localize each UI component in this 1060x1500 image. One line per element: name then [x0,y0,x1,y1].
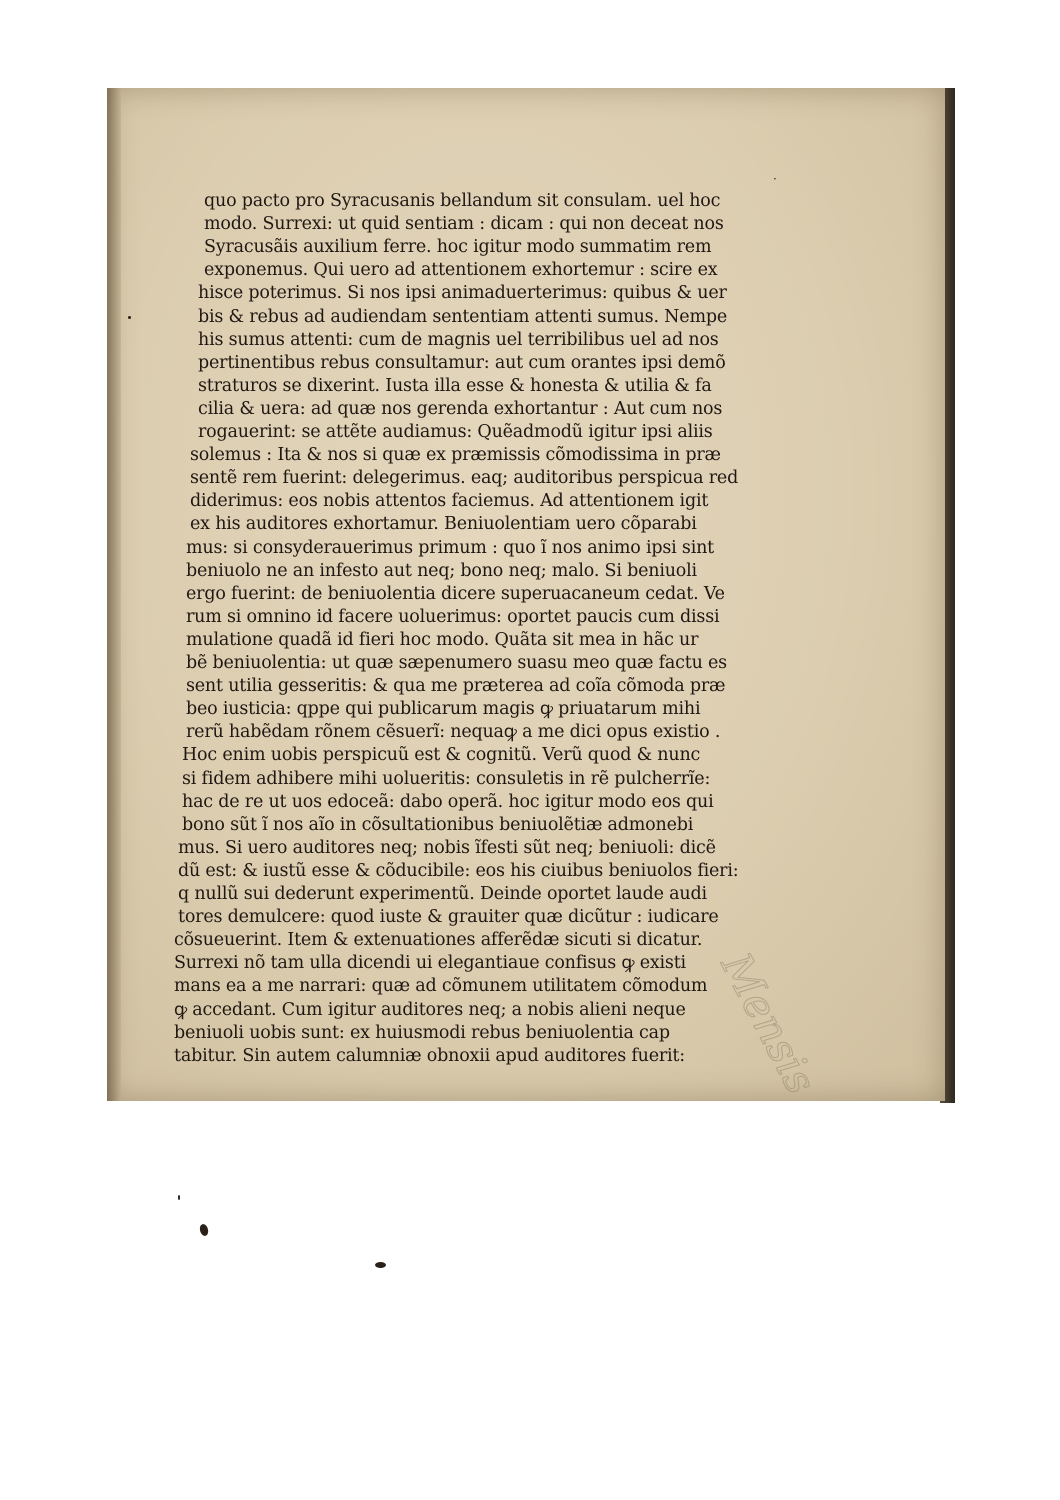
text-line: sentẽ rem fuerint: delegerimus. eaq; auditoribus perspicua red [190,468,739,489]
text-line: ex his auditores exhortamur. Beniuolentiam uero cõparabi [190,514,697,535]
text-line: Surrexi nõ tam ulla dicendi ui elegantiaue confisus ꝙ existi [174,953,686,974]
text-line: solemus : Ita & nos si quæ ex præmissis cõmodissima in præ [190,445,721,466]
text-line: tabitur. Sin autem calumniæ obnoxii apud auditores fuerit: [174,1045,685,1066]
text-line: Hoc enim uobis perspicuũ est & cognitũ. Verũ quod & nunc [182,745,701,766]
text-line: q nullũ sui dederunt experimentũ. Deinde oportet laude audi [178,884,707,904]
text-line: mus. Si uero auditores neq; nobis ĩfesti sũt neq; beniuoli: dicẽ [178,837,716,858]
text-line: Syracusãis auxilium ferre. hoc igitur modo summatim rem [204,237,712,258]
text-line: beniuolo ne an infesto aut neq; bono neq; malo. Si beniuoli [186,560,697,581]
text-line: dũ est: & iustũ esse & cõducibile: eos his ciuibus beniuolos fieri: [178,860,739,881]
text-line: modo. Surrexi: ut quid sentiam : dicam : qui non deceat nos [204,214,724,235]
text-line: rum si omnino id facere uoluerimus: oportet paucis cum dissi [186,606,720,627]
text-line: cõsueuerint. Item & extenuationes afferẽdæ sicuti si dicatur. [174,930,703,951]
text-line: hisce poterimus. Si nos ipsi animaduerterimus: quibus & uer [198,283,727,304]
text-line: beo iusticia: qppe qui publicarum magis ꝙ priuatarum mihi [186,699,701,720]
text-line: bono sũt ĩ nos aĩo in cõsultationibus beniuolẽtiæ admonebi [182,814,694,835]
text-line: bẽ beniuolentia: ut quæ sæpenumero suasu meo quæ factu es [186,653,727,673]
text-line: bis & rebus ad audiendam sententiam attenti sumus. Nempe [198,306,727,327]
margin-mark: · [773,172,777,186]
text-line: cilia & uera: ad quæ nos gerenda exhortantur : Aut cum nos [198,398,723,419]
text-line: si fidem adhibere mihi uolueritis: consuletis in rẽ pulcherrĩe: [182,768,711,789]
ink-blot [128,316,131,319]
text-line: sent utilia gesseritis: & qua me præterea ad coĩa cõmoda præ [186,676,726,697]
printed-text-block [174,190,804,1080]
text-line: ergo fuerint: de beniuolentia dicere superuacaneum cedat. Ve [186,583,725,604]
text-line: his sumus attenti: cum de magnis uel terribilibus uel ad nos [198,329,719,350]
text-line: mus: si consyderauerimus primum : quo ĩ nos animo ipsi sint [186,537,715,558]
ink-blot [199,1223,210,1237]
text-line: exponemus. Qui uero ad attentionem exhortemur : scire ex [204,260,718,281]
text-line: mans ea a me narrari: quæ ad cõmunem utilitatem cõmodum [174,976,708,997]
text-line: mulatione quadã id fieri hoc modo. Quãta sit mea in hãc ur [186,629,699,650]
text-line: rogauerint: se attẽte audiamus: Quẽadmodũ igitur ipsi aliis [198,422,713,442]
page-gutter-shadow [107,88,121,1101]
text-line: pertinentibus rebus consultamur: aut cum orantes ipsi demõ [198,352,726,373]
text-line: beniuoli uobis sunt: ex huiusmodi rebus beniuolentia cap [174,1022,670,1043]
watermark-text: Mensis [711,945,827,1102]
text-line: rerũ habẽdam rõnem cẽsuerĩ: nequaꝙ a me dici opus existio . [186,722,721,743]
text-line: tores demulcere: quod iuste & grauiter quæ dicũtur : iudicare [178,907,719,928]
text-line: hac de re ut uos edoceã: dabo operã. hoc igitur modo eos qui [182,791,714,812]
text-line: quo pacto pro Syracusanis bellandum sit consulam. uel hoc [204,191,721,211]
text-line: straturos se dixerint. Iusta illa esse & honesta & utilia & fa [198,375,712,396]
ink-blot [375,1262,386,1268]
ink-blot [178,1195,180,1200]
text-line: diderimus: eos nobis attentos faciemus. Ad attentionem igit [190,491,709,512]
text-line: ꝙ accedant. Cum igitur auditores neq; a nobis alieni neque [174,999,686,1020]
